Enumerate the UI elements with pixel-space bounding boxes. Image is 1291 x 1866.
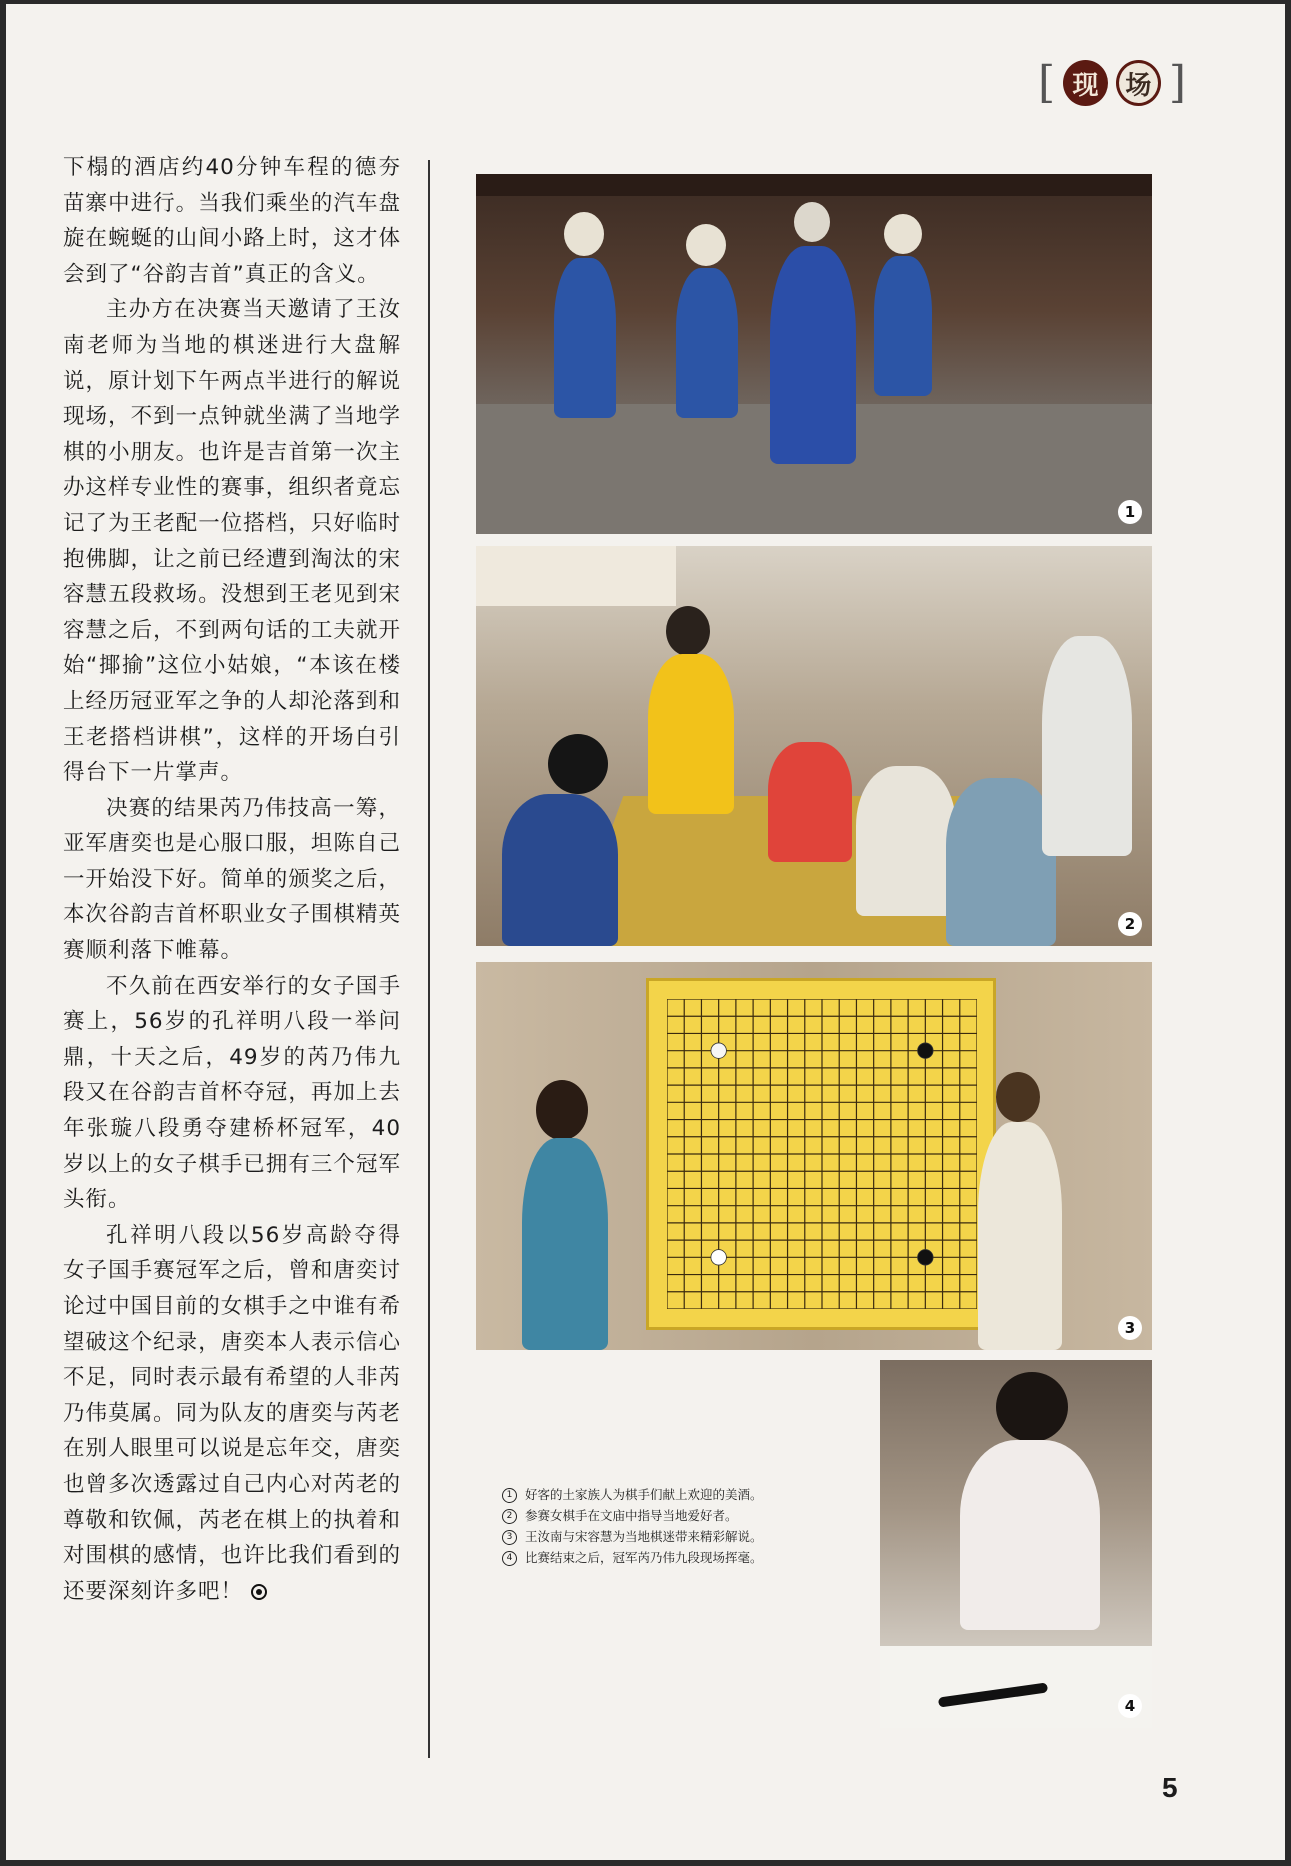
column-divider (428, 160, 430, 1758)
caption-3 (502, 1526, 872, 1547)
caption-4-text: 比赛结束之后，冠军芮乃伟九段现场挥毫。 (525, 1550, 763, 1565)
go-stone (918, 1043, 934, 1059)
photo-1-host (770, 246, 856, 464)
photo-1-number: 1 (1118, 500, 1142, 524)
photo-2-spectator-shirt (946, 778, 1056, 946)
photo-1-girl-1 (554, 258, 616, 418)
article-end-icon (251, 1584, 267, 1600)
go-stone (711, 1250, 727, 1266)
photo-3-woman-commentator (522, 1138, 608, 1350)
photo-teaching-games (476, 546, 1152, 946)
photo-demonstration-board (476, 962, 1152, 1350)
section-badge (1038, 55, 1186, 111)
photo-2-teacher-robe (1042, 636, 1132, 856)
photo-3-woman-head (536, 1080, 588, 1140)
photo-1-roof (476, 174, 1152, 196)
paragraph-2: 主办方在决赛当天邀请了王汝南老师为当地的棋迷进行大盘解说，原计划下午两点半进行的解说现场，不到一点钟就坐满了当地学棋的小朋友。也许是吉首第一次主办这样专业性的赛事，组织者竟忘记了为王老配一位搭档，只好临时抱佛脚，让之前已经遭到淘汰的宋容慧五段救场。没想到王老见到宋容慧之后，不到两句话的工夫就开始“揶揄”这位小姑娘，“本该在楼上经历冠亚军之争的人却沦落到和王老搭档讲棋”，这样的开场白引得台下一片掌声。 (63, 297, 401, 786)
photo-2-female-player (502, 794, 618, 946)
photo-1-girl-3 (874, 256, 932, 396)
photo-2-spectator-white (856, 766, 956, 916)
paragraph-3: 决赛的结果芮乃伟技高一筹，亚军唐奕也是心服口服，坦陈自己一开始没下好。简单的颁奖之后，本次谷韵吉首杯职业女子围棋精英赛顺利落下帷幕。 (63, 795, 401, 964)
caption-3-text: 王汝南与宋容慧为当地棋迷带来精彩解说。 (525, 1529, 763, 1544)
left-bracket: [ (1038, 57, 1056, 108)
paragraph-5-text: 孔祥明八段以56岁高龄夺得女子国手赛冠军之后，曾和唐奕讨论过中国目前的女棋手之中谁有希望破这个纪录，唐奕本人表示信心不足，同时表示最有希望的人非芮乃伟莫属。同为队友的唐奕与芮老在别人眼里可以说是忘年交，唐奕也曾多次透露过自己内心对芮老的尊敬和钦佩，芮老在棋上的执着和对围棋的感情，也许比我们看到的还要深刻许多吧！ (63, 1222, 401, 1604)
photo-calligraphy (880, 1360, 1152, 1728)
photo-captions (502, 1484, 872, 1568)
paragraph-4: 不久前在西安举行的女子国手赛上，56岁的孔祥明八段一举问鼎，十天之后，49岁的芮乃伟九段又在谷韵吉首杯夺冠，再加上去年张璇八段勇夺建桥杯冠军，40岁以上的女子棋手已拥有三个冠军头衔。 (63, 973, 401, 1213)
photo-4-number: 4 (1118, 1694, 1142, 1718)
photo-1-girl-2 (676, 268, 738, 418)
photo-4-champion (960, 1440, 1100, 1630)
caption-1-text: 好客的土家族人为棋手们献上欢迎的美酒。 (525, 1487, 763, 1502)
photo-2-player-head (548, 734, 608, 794)
page-number: 5 (1162, 1772, 1178, 1803)
caption-1 (502, 1484, 872, 1505)
photo-welcome-ceremony (476, 174, 1152, 534)
caption-4-number: 4 (502, 1551, 517, 1566)
photo-1-headdress-1 (564, 212, 604, 256)
badge-seal-1: 现 (1063, 60, 1108, 106)
photo-2-number: 2 (1118, 912, 1142, 936)
photo-4-head (996, 1372, 1068, 1442)
caption-4 (502, 1547, 872, 1568)
caption-2-text: 参赛女棋手在文庙中指导当地爱好者。 (525, 1508, 738, 1523)
photo-2-head-1 (666, 606, 710, 656)
caption-2 (502, 1505, 872, 1526)
go-stone (711, 1043, 727, 1059)
go-board-grid (667, 999, 977, 1309)
photo-3-number: 3 (1118, 1316, 1142, 1340)
photo-3-male-commentator (978, 1122, 1062, 1350)
photo-1-headdress-3 (794, 202, 830, 242)
badge-seal-2: 场 (1116, 60, 1161, 106)
paragraph-1: 下榻的酒店约40分钟车程的德夯苗寨中进行。当我们乘坐的汽车盘旋在蜿蜒的山间小路上时，这才体会到了“谷韵吉首”真正的含义。 (63, 155, 401, 287)
caption-3-number: 3 (502, 1530, 517, 1545)
caption-2-number: 2 (502, 1509, 517, 1524)
right-bracket: ] (1168, 57, 1186, 108)
go-stone (918, 1250, 934, 1266)
article-text (63, 150, 401, 1609)
paragraph-5 (63, 1218, 401, 1610)
caption-1-number: 1 (502, 1488, 517, 1503)
photo-2-spectator-red (768, 742, 852, 862)
photo-2-spectator-yellow (648, 654, 734, 814)
photo-1-headdress-4 (884, 214, 922, 254)
photo-3-man-head (996, 1072, 1040, 1122)
photo-2-wall (476, 546, 676, 606)
demo-go-board (646, 978, 996, 1330)
photo-1-headdress-2 (686, 224, 726, 266)
